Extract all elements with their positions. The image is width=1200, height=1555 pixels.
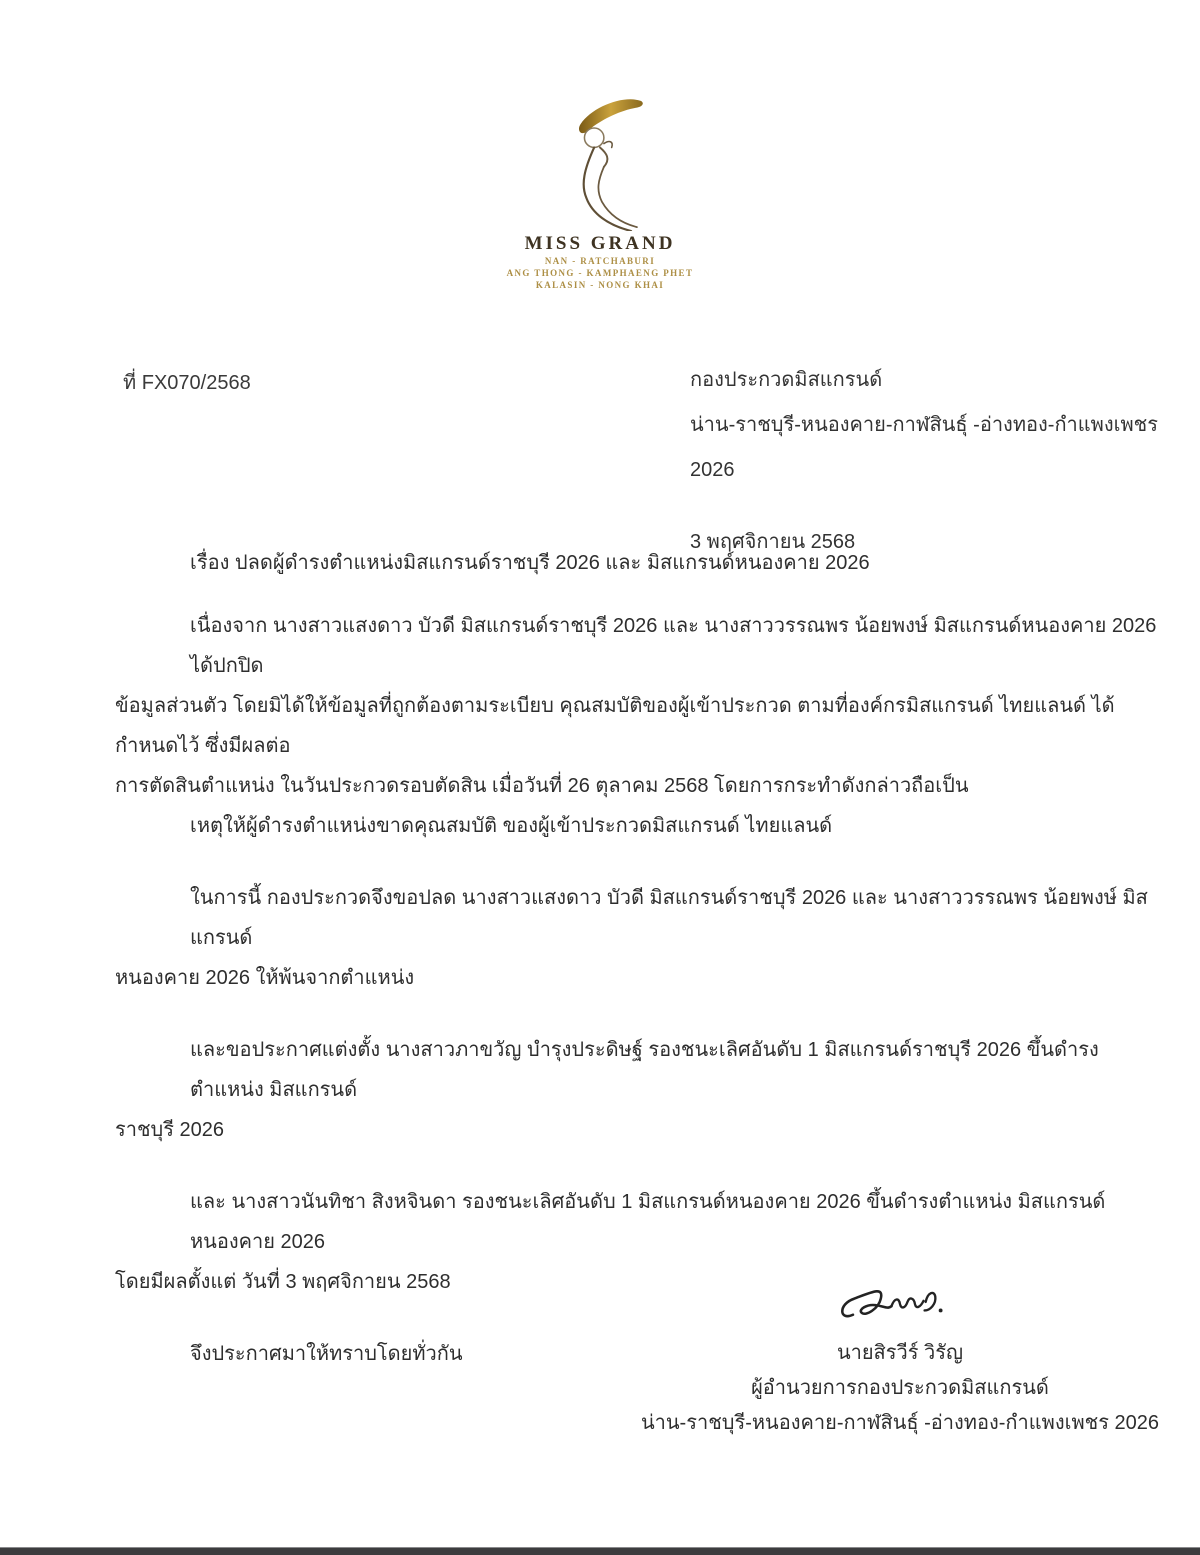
paragraph-2 bbox=[115, 878, 1160, 998]
sender-provinces-line: น่าน-ราชบุรี-หนองคาย-กาฬสินธุ์ -อ่างทอง-กำแพงเพชร 2026 bbox=[690, 414, 1158, 481]
body-line: เนื่องจาก นางสาวแสงดาว บัวดี มิสแกรนด์ราชบุรี 2026 และ นางสาววรรณพร น้อยพงษ์ มิสแกรนด์หนองคาย 2026 ได้ปกปิด bbox=[190, 615, 1157, 677]
signer-organization: น่าน-ราชบุรี-หนองคาย-กาฬสินธุ์ -อ่างทอง-กำแพงเพชร 2026 bbox=[640, 1412, 1159, 1434]
paragraph-3 bbox=[115, 1030, 1160, 1150]
sender-block bbox=[690, 358, 1200, 565]
letter-date: 3 พฤศจิกายน 2568 bbox=[690, 531, 856, 553]
brand-subtitle-line-3: KALASIN - NONG KHAI bbox=[535, 280, 665, 290]
scan-edge-strip bbox=[0, 1547, 1200, 1555]
body-line: โดยมีผลตั้งแต่ วันที่ 3 พฤศจิกายน 2568 bbox=[115, 1271, 451, 1293]
handwritten-signature bbox=[835, 1272, 965, 1334]
pageant-figure-icon bbox=[540, 95, 660, 231]
signer-title: ผู้อำนวยการกองประกวดมิสแกรนด์ bbox=[751, 1377, 1049, 1399]
miss-grand-logo bbox=[0, 95, 1200, 291]
subject-line: เรื่อง ปลดผู้ดำรงตำแหน่งมิสแกรนด์ราชบุรี 2026 และ มิสแกรนด์หนองคาย 2026 bbox=[190, 552, 870, 574]
body-line: ข้อมูลส่วนตัว โดยมิได้ให้ข้อมูลที่ถูกต้องตามระเบียบ คุณสมบัติของผู้เข้าประกวด ตามที่องค์กรมิสแกรนด์ ไทยแลนด์ ได้กำหนดไว้ ซึ่งมีผลต่อ bbox=[115, 695, 1115, 757]
letter-body bbox=[115, 606, 1160, 1374]
paragraph-1 bbox=[115, 606, 1160, 846]
brand-subtitle-line-1: NAN - RATCHABURI bbox=[544, 256, 656, 266]
body-line: ในการนี้ กองประกวดจึงขอปลด นางสาวแสงดาว บัวดี มิสแกรนด์ราชบุรี 2026 และ นางสาววรรณพร น้อยพงษ์ มิสแกรนด์ bbox=[190, 887, 1148, 949]
brand-subtitle-line-2: ANG THONG - KAMPHAENG PHET bbox=[506, 268, 694, 278]
body-line: การตัดสินตำแหน่ง ในวันประกวดรอบตัดสิน เมื่อวันที่ 26 ตุลาคม 2568 โดยการกระทำดังกล่าวถือเป็น bbox=[115, 775, 969, 797]
body-line: และขอประกาศแต่งตั้ง นางสาวภาขวัญ บำรุงประดิษฐ์ รองชนะเลิศอันดับ 1 มิสแกรนด์ราชบุรี 2026 ขึ้นดำรงตำแหน่ง มิสแกรนด์ bbox=[190, 1039, 1099, 1101]
signer-name: นายสิรวีร์ วิรัญ bbox=[836, 1342, 964, 1364]
brand-title: MISS GRAND bbox=[524, 233, 676, 254]
body-line: หนองคาย 2026 ให้พ้นจากตำแหน่ง bbox=[115, 967, 415, 989]
body-line: ราชบุรี 2026 bbox=[115, 1119, 225, 1141]
reference-number: ที่ FX070/2568 bbox=[123, 372, 251, 394]
signature-block bbox=[640, 1272, 1160, 1441]
body-line: เหตุให้ผู้ดำรงตำแหน่งขาดคุณสมบัติ ของผู้เข้าประกวดมิสแกรนด์ ไทยแลนด์ bbox=[190, 815, 833, 837]
sender-org-line: กองประกวดมิสแกรนด์ bbox=[690, 369, 883, 391]
closing-line: จึงประกาศมาให้ทราบโดยทั่วกัน bbox=[190, 1343, 463, 1365]
body-line: และ นางสาวนันทิชา สิงหจินดา รองชนะเลิศอันดับ 1 มิสแกรนด์หนองคาย 2026 ขึ้นดำรงตำแหน่ง มิสแกรนด์หนองคาย 2026 bbox=[190, 1191, 1106, 1253]
